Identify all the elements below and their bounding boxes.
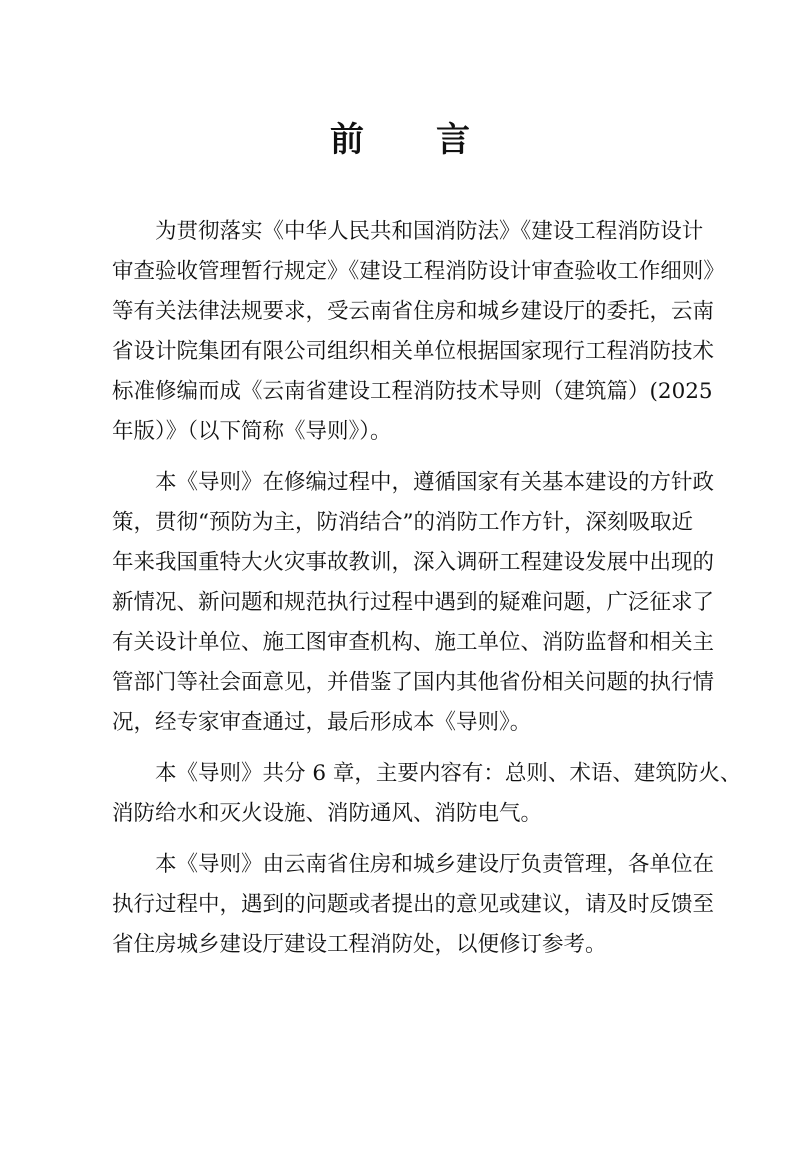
text-line: 策，贯彻“预防为主，防消结合”的消防工作方针，深刻吸取近 (112, 510, 693, 535)
text-line: 等有关法律法规要求，受云南省住房和城乡建设厅的委托，云南 (112, 299, 715, 324)
title-char-1: 前 (330, 120, 364, 160)
text-line: 年版）》（以下简称《导则》）。 (112, 419, 392, 444)
paragraph-management (112, 845, 715, 965)
text-line: 标准修编而成《云南省建设工程消防技术导则（建筑篇）(2025 (112, 379, 713, 404)
paragraph-process (112, 463, 715, 743)
text-line: 本《导则》由云南省住房和城乡建设厅负责管理，各单位在 (155, 852, 715, 877)
text-line: 执行过程中，遇到的问题或者提出的意见或建议，请及时反馈至 (112, 892, 715, 917)
page-title (0, 112, 800, 161)
text-line: 省设计院集团有限公司组织相关单位根据国家现行工程消防技术 (112, 339, 715, 364)
text-line: 省住房城乡建设厅建设工程消防处，以便修订参考。 (112, 932, 607, 957)
paragraph-contents (112, 754, 742, 834)
text-line: 审查验收管理暂行规定》《建设工程消防设计审查验收工作细则》 (112, 259, 725, 284)
text-line: 年来我国重特大火灾事故教训，深入调研工程建设发展中出现的 (112, 550, 715, 575)
text-line: 况，经专家审查通过，最后形成本《导则》。 (112, 710, 532, 735)
text-line: 消防给水和灭火设施、消防通风、消防电气。 (112, 801, 543, 826)
text-line: 为贯彻落实《中华人民共和国消防法》《建设工程消防设计 (155, 219, 704, 244)
preface-body (112, 212, 742, 976)
text-line: 本《导则》共分 6 章，主要内容有：总则、术语、建筑防火、 (155, 761, 742, 786)
title-char-2: 言 (436, 120, 470, 160)
paragraph-purpose (112, 212, 725, 452)
text-line: 本《导则》在修编过程中，遵循国家有关基本建设的方针政 (155, 470, 715, 495)
text-line: 管部门等社会面意见，并借鉴了国内其他省份相关问题的执行情 (112, 670, 715, 695)
text-line: 有关设计单位、施工图审查机构、施工单位、消防监督和相关主 (112, 630, 715, 655)
text-line: 新情况、新问题和规范执行过程中遇到的疑难问题，广泛征求了 (112, 590, 715, 615)
